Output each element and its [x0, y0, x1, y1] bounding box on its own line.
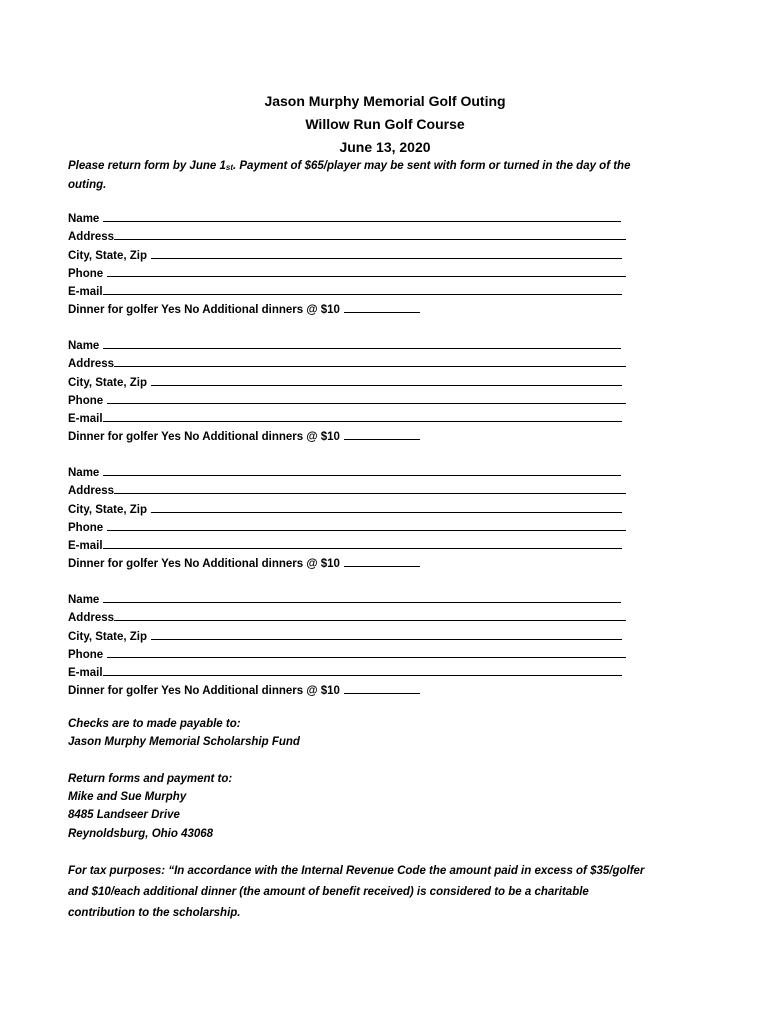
- email-label: E-mail: [68, 412, 103, 425]
- phone-row: [68, 643, 648, 661]
- city-state-zip-field[interactable]: [151, 374, 622, 386]
- name-row: [68, 207, 648, 225]
- additional-dinners-field[interactable]: [344, 428, 420, 440]
- return-city: Reynoldsburg, Ohio 43068: [68, 827, 214, 840]
- email-row: [68, 280, 648, 298]
- page-title: Jason Murphy Memorial Golf Outing: [264, 93, 506, 109]
- golfer-block-3: [68, 461, 648, 570]
- golfer-block-1: [68, 207, 648, 316]
- dinner-label: Dinner for golfer Yes No Additional dinners @ $10: [68, 431, 340, 444]
- checks-payable-section: [68, 715, 708, 751]
- name-label: Name: [68, 213, 100, 226]
- dinner-row: [68, 425, 648, 443]
- tax-line-2: and $10/each additional dinner (the amount of benefit received) is considered to be a charitable: [68, 886, 589, 898]
- address-row: [68, 479, 648, 497]
- phone-row: [68, 516, 648, 534]
- additional-dinners-field[interactable]: [344, 301, 420, 313]
- dinner-row: [68, 552, 648, 570]
- name-row: [68, 588, 648, 606]
- name-row: [68, 461, 648, 479]
- city-state-zip-label: City, State, Zip: [68, 376, 148, 389]
- phone-field[interactable]: [107, 646, 626, 658]
- phone-label: Phone: [68, 394, 104, 407]
- dinner-row: [68, 679, 648, 697]
- intro-ordinal-suffix: st: [225, 163, 233, 172]
- address-field[interactable]: [114, 482, 626, 494]
- intro-text-part2: . Payment of $65/player may be sent with form or turned in the day of the: [233, 160, 631, 172]
- phone-row: [68, 389, 648, 407]
- name-field[interactable]: [103, 464, 621, 476]
- email-field[interactable]: [103, 283, 622, 295]
- email-label: E-mail: [68, 666, 103, 679]
- email-row: [68, 661, 648, 679]
- address-label: Address: [68, 231, 115, 244]
- venue-heading: Willow Run Golf Course: [305, 116, 465, 132]
- city-state-zip-field[interactable]: [151, 247, 622, 259]
- phone-row: [68, 262, 648, 280]
- golfer-block-4: [68, 588, 648, 697]
- additional-dinners-field[interactable]: [344, 555, 420, 567]
- name-label: Name: [68, 594, 100, 607]
- city-state-zip-label: City, State, Zip: [68, 630, 148, 643]
- city-state-zip-label: City, State, Zip: [68, 249, 148, 262]
- checks-payee: Jason Murphy Memorial Scholarship Fund: [68, 736, 300, 749]
- phone-label: Phone: [68, 521, 104, 534]
- phone-field[interactable]: [107, 392, 626, 404]
- return-address-section: [68, 770, 708, 843]
- address-row: [68, 606, 648, 624]
- date-heading: June 13, 2020: [339, 139, 431, 155]
- name-label: Name: [68, 467, 100, 480]
- phone-label: Phone: [68, 648, 104, 661]
- email-row: [68, 534, 648, 552]
- address-row: [68, 225, 648, 243]
- city-state-zip-label: City, State, Zip: [68, 503, 148, 516]
- checks-payable-heading: Checks are to made payable to:: [68, 718, 241, 730]
- return-heading: Return forms and payment to:: [68, 773, 233, 785]
- address-field[interactable]: [114, 355, 626, 367]
- intro-text-line2: outing.: [68, 179, 107, 191]
- name-row: [68, 334, 648, 352]
- city-state-zip-row: [68, 624, 648, 642]
- address-label: Address: [68, 358, 115, 371]
- dinner-label: Dinner for golfer Yes No Additional dinners @ $10: [68, 304, 340, 317]
- name-label: Name: [68, 340, 100, 353]
- tax-line-3: contribution to the scholarship.: [68, 907, 241, 919]
- dinner-label: Dinner for golfer Yes No Additional dinners @ $10: [68, 558, 340, 571]
- return-street: 8485 Landseer Drive: [68, 809, 180, 822]
- intro-text-part1: Please return form by June 1: [68, 160, 226, 172]
- return-name: Mike and Sue Murphy: [68, 791, 187, 804]
- phone-field[interactable]: [107, 265, 626, 277]
- email-label: E-mail: [68, 285, 103, 298]
- email-field[interactable]: [103, 410, 622, 422]
- email-row: [68, 407, 648, 425]
- city-state-zip-row: [68, 243, 648, 261]
- address-label: Address: [68, 612, 115, 625]
- city-state-zip-field[interactable]: [151, 628, 622, 640]
- tax-line-1: For tax purposes: “In accordance with the Internal Revenue Code the amount paid in excess of $35/golfer: [68, 865, 645, 877]
- dinner-label: Dinner for golfer Yes No Additional dinners @ $10: [68, 685, 340, 698]
- city-state-zip-row: [68, 497, 648, 515]
- city-state-zip-field[interactable]: [151, 501, 622, 513]
- name-field[interactable]: [103, 337, 621, 349]
- email-label: E-mail: [68, 539, 103, 552]
- address-row: [68, 352, 648, 370]
- phone-field[interactable]: [107, 519, 626, 531]
- additional-dinners-field[interactable]: [344, 682, 420, 694]
- tax-disclaimer: [68, 861, 708, 924]
- dinner-row: [68, 298, 648, 316]
- phone-label: Phone: [68, 267, 104, 280]
- name-field[interactable]: [103, 210, 621, 222]
- name-field[interactable]: [103, 591, 621, 603]
- address-field[interactable]: [114, 228, 626, 240]
- address-field[interactable]: [114, 609, 626, 621]
- email-field[interactable]: [103, 664, 622, 676]
- city-state-zip-row: [68, 370, 648, 388]
- golfer-block-2: [68, 334, 648, 443]
- address-label: Address: [68, 485, 115, 498]
- intro-text: [68, 157, 688, 194]
- email-field[interactable]: [103, 537, 622, 549]
